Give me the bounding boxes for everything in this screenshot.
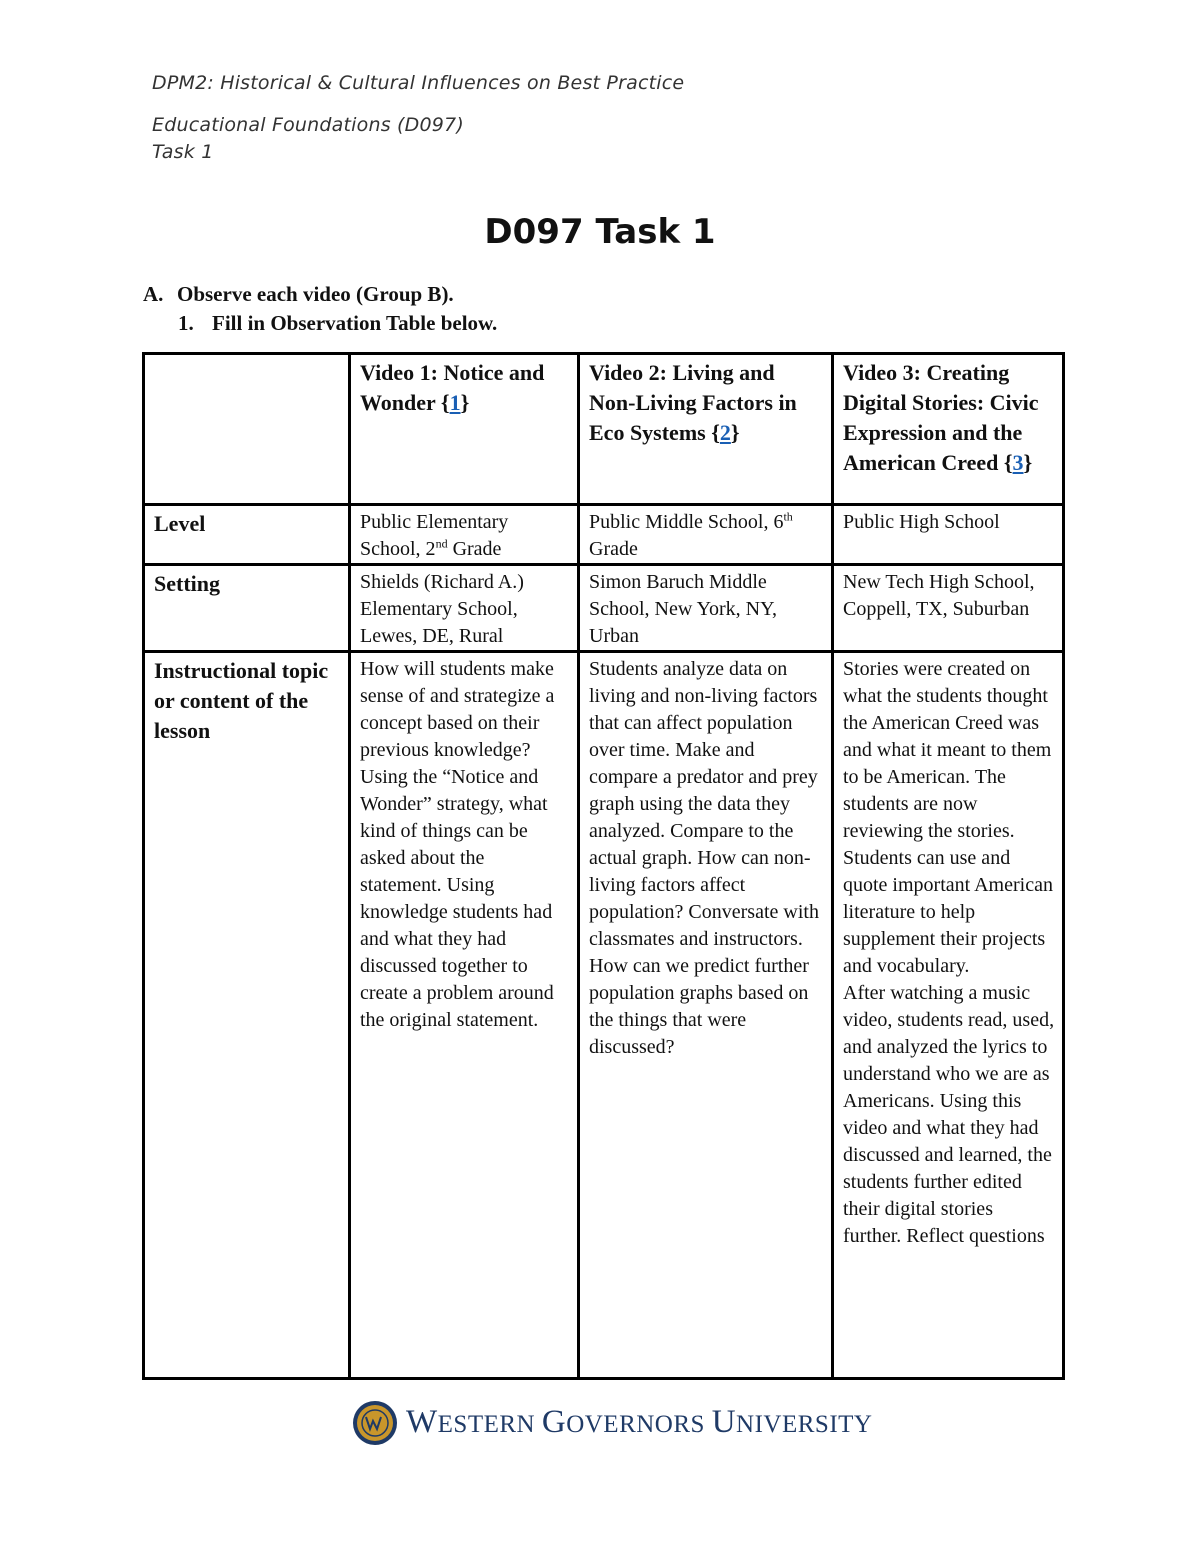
instruction-a	[143, 282, 454, 307]
level-video-2-suffix: Grade	[589, 538, 638, 560]
observation-table	[142, 352, 1065, 1380]
header-empty-cell	[144, 354, 350, 505]
wgu-logo	[352, 1396, 872, 1452]
level-video-1	[350, 505, 579, 565]
reference-link-2[interactable]: 2	[719, 420, 731, 445]
page-title: D097 Task 1	[484, 212, 716, 252]
logo-letter-u: U	[711, 1404, 737, 1440]
table-row-setting	[144, 565, 1064, 652]
logo-word-estern: ESTERN	[437, 1411, 542, 1438]
table-row-level	[144, 505, 1064, 565]
column-header-video-2-label: Video 2: Living and Non-Living Factors in Eco Systems	[589, 360, 797, 445]
column-header-video-1-label: Video 1: Notice and Wonder	[360, 360, 545, 415]
table-header-row	[144, 354, 1064, 505]
level-video-1-text: Public Elementary School, 2	[360, 511, 509, 560]
level-video-3: Public High School	[833, 505, 1064, 565]
logo-word-niversity: NIVERSITY	[736, 1411, 873, 1438]
logo-letter-w: W	[406, 1404, 438, 1440]
setting-video-1: Shields (Richard A.) Elementary School, Lewes, DE, Rural	[350, 565, 579, 652]
topic-video-2: Students analyze data on living and non-living factors that can affect population over time. Make and compare a predator and prey graph using the data they analyzed. Compare to the actual graph. How can non-living factors affect population? Conversate with classmates and instructors. How can we predict further population graphs based on the things that were discussed?	[579, 652, 833, 1379]
table-row-topic	[144, 652, 1064, 1379]
topic-video-3	[833, 652, 1064, 1379]
level-video-2-text: Public Middle School, 6	[589, 511, 784, 533]
logo-word-overnors: OVERNORS	[566, 1411, 712, 1438]
setting-video-2: Simon Baruch Middle School, New York, NY, Urban	[579, 565, 833, 652]
row-label-setting: Setting	[144, 565, 350, 652]
reference-link-3[interactable]: 3	[1012, 450, 1024, 475]
instruction-a-label: A.	[143, 282, 164, 306]
row-label-topic: Instructional topic or content of the lesson	[144, 652, 350, 1379]
header-subject: Educational Foundations (D097)	[152, 114, 464, 136]
setting-video-3: New Tech High School, Coppell, TX, Suburban	[833, 565, 1064, 652]
level-video-1-suffix: Grade	[447, 538, 502, 560]
wgu-seal-icon	[352, 1398, 398, 1448]
column-header-video-3-label: Video 3: Creating Digital Stories: Civic Expression and the American Creed	[843, 360, 1039, 475]
instruction-1	[178, 311, 497, 336]
topic-video-1: How will students make sense of and strategize a concept based on their previous knowledge? Using the “Notice and Wonder” strategy, what kind of things can be asked about the statement. Using knowledge students had and what they had discussed together to create a problem around the original statement.	[350, 652, 579, 1379]
topic-video-3-part-1: Stories were created on what the students thought the American Creed was and what it meant to them to be American. The students are now reviewing the stories. Students can use and quote important American literature to help supplement their projects and vocabulary.	[843, 658, 1053, 977]
reference-link-1[interactable]: 1	[449, 390, 461, 415]
instruction-a-text: Observe each video (Group B).	[177, 282, 454, 306]
column-header-video-2: Video 2: Living and Non-Living Factors in Eco Systems {2}	[579, 354, 833, 505]
level-video-2	[579, 505, 833, 565]
wgu-logo-text	[406, 1404, 872, 1441]
column-header-video-3: Video 3: Creating Digital Stories: Civic Expression and the American Creed {3}	[833, 354, 1064, 505]
logo-letter-g: G	[541, 1404, 567, 1440]
header-course: DPM2: Historical & Cultural Influences on Best Practice	[152, 72, 685, 94]
instruction-1-text: Fill in Observation Table below.	[212, 311, 498, 335]
header-task: Task 1	[152, 141, 214, 163]
level-video-2-sup: th	[783, 509, 793, 524]
level-video-1-sup: nd	[435, 536, 448, 551]
column-header-video-1: Video 1: Notice and Wonder {1}	[350, 354, 579, 505]
row-label-level: Level	[144, 505, 350, 565]
instruction-1-label: 1.	[178, 311, 194, 335]
topic-video-3-part-2: After watching a music video, students read, used, and analyzed the lyrics to understand who we are as Americans. Using this video and what they had discussed and learned, the students further edited their digital stories further. Reflect questions	[843, 982, 1055, 1247]
